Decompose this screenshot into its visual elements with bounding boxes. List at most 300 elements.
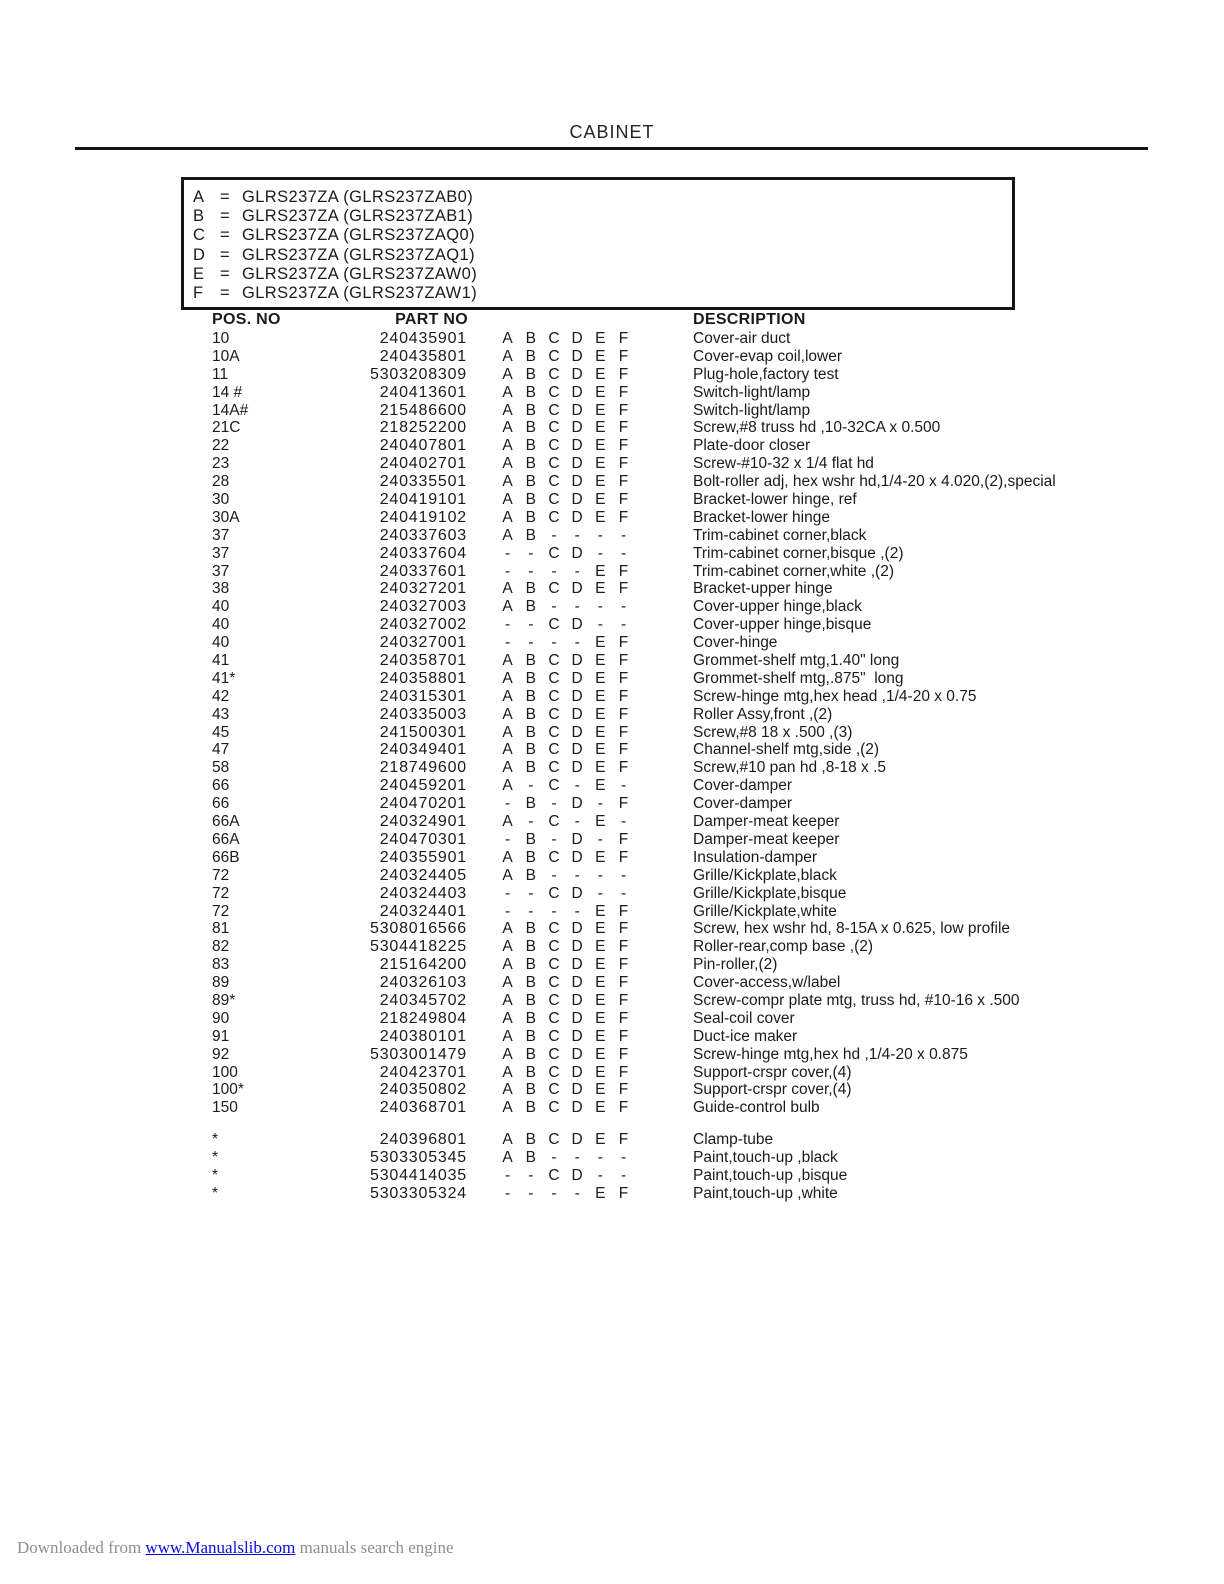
model-flag: - (620, 616, 627, 634)
desc-cell: Pin-roller,(2) (693, 956, 778, 974)
model-flag: A (502, 759, 513, 777)
desc-cell: Switch-light/lamp (693, 401, 811, 419)
model-flag: A (502, 1099, 513, 1117)
model-flags (496, 348, 638, 366)
model-flags (496, 831, 638, 849)
model-flag: - (528, 634, 534, 652)
table-row (0, 1185, 1224, 1203)
model-flag: E (595, 508, 606, 526)
model-flag: - (597, 866, 603, 884)
model-flag: C (548, 580, 560, 598)
pos-cell: 30A (212, 508, 240, 526)
model-flag: - (551, 634, 557, 652)
model-flag: C (548, 419, 560, 437)
part-cell: 240402701 (379, 455, 467, 473)
model-flag: B (525, 1027, 536, 1045)
model-flag: A (502, 741, 513, 759)
model-flag: E (595, 365, 606, 383)
desc-cell: Insulation-damper (693, 848, 818, 866)
part-cell: 240327001 (379, 634, 467, 652)
model-flag: F (618, 669, 629, 687)
model-flag: C (548, 652, 560, 670)
desc-cell: Bolt-roller adj, hex wshr hd,1/4-20 x 4.020,(2),special (693, 473, 1056, 491)
model-flag: E (595, 491, 606, 509)
desc-cell: Clamp-tube (693, 1131, 774, 1149)
table-row (0, 634, 1224, 652)
pos-cell: 23 (212, 455, 230, 473)
part-cell: 240324403 (379, 884, 467, 902)
pos-cell: 10 (212, 330, 230, 347)
model-flag: B (525, 723, 536, 741)
model-flag: - (574, 526, 580, 544)
table-row (0, 759, 1224, 777)
legend-model-value: GLRS237ZA (GLRS237ZAB1) (242, 207, 474, 226)
model-flag: - (551, 795, 557, 813)
model-flag: E (595, 1131, 606, 1149)
model-flag: E (595, 848, 606, 866)
model-flag: - (574, 777, 580, 795)
model-flag: F (618, 705, 629, 723)
model-flag: B (525, 491, 536, 509)
desc-cell: Damper-meat keeper (693, 813, 840, 831)
model-flag: C (548, 1099, 560, 1117)
manualslib-link[interactable]: www.Manualslib.com (145, 1538, 296, 1557)
desc-cell: Cover-upper hinge,bisque (693, 616, 872, 634)
pos-cell: 41* (212, 669, 236, 687)
part-cell: 240327201 (379, 580, 467, 598)
model-flag: - (505, 544, 511, 562)
model-flag: - (597, 1149, 603, 1167)
model-flag: F (618, 1131, 629, 1149)
model-flag: - (620, 813, 627, 831)
model-flag: A (502, 437, 513, 455)
part-cell: 240396801 (379, 1131, 467, 1149)
model-flags (496, 938, 638, 956)
model-flag: E (595, 1081, 606, 1099)
model-flag: - (505, 616, 511, 634)
desc-cell: Bracket-lower hinge, ref (693, 491, 857, 509)
model-flag: E (595, 580, 606, 598)
model-flag: D (571, 669, 583, 687)
model-flag: D (571, 1166, 583, 1184)
pos-cell: 42 (212, 687, 230, 705)
model-flag: B (525, 991, 536, 1009)
model-flag: D (571, 580, 583, 598)
legend-model-key: A (193, 188, 205, 206)
part-cell: 240358701 (379, 652, 467, 670)
model-flag: C (548, 956, 560, 974)
model-flags (496, 1028, 638, 1046)
pos-cell: 89 (212, 974, 230, 992)
part-cell: 240419102 (379, 508, 467, 526)
model-flag: F (618, 473, 629, 491)
model-flag: B (525, 1131, 536, 1149)
model-flag: C (548, 1009, 560, 1027)
model-flag: F (618, 723, 629, 741)
model-flag: F (618, 1063, 629, 1081)
model-flag: D (571, 1009, 583, 1027)
part-cell: 5304418225 (370, 938, 467, 956)
table-row (0, 384, 1224, 402)
pos-cell: * (212, 1149, 219, 1167)
table-row (0, 491, 1224, 509)
model-flags (496, 1131, 638, 1149)
legend-model-key: D (193, 245, 206, 264)
model-flag: D (571, 437, 583, 455)
table-row (0, 1099, 1224, 1117)
pos-cell: 45 (212, 723, 230, 741)
model-flag: B (525, 419, 536, 437)
model-flag: E (595, 473, 606, 491)
model-flags (496, 867, 638, 885)
model-flag: E (595, 938, 606, 956)
model-flag: B (525, 526, 536, 544)
model-flags (496, 1099, 638, 1117)
model-flag: - (574, 598, 580, 616)
model-flag: C (548, 991, 560, 1009)
model-flags (496, 384, 638, 402)
model-flag: B (525, 347, 536, 365)
desc-cell: Damper-meat keeper (693, 830, 840, 848)
model-flag: B (525, 866, 536, 884)
model-flag: C (548, 884, 560, 902)
part-cell: 240324405 (379, 866, 467, 884)
model-flags (496, 455, 638, 473)
model-flag: D (571, 1099, 583, 1117)
table-row (0, 831, 1224, 849)
model-flag: B (525, 1009, 536, 1027)
model-flag: C (548, 669, 560, 687)
part-cell: 240350802 (379, 1081, 467, 1099)
part-cell: 240345702 (379, 991, 467, 1009)
part-cell: 240413601 (379, 383, 467, 401)
model-flag: D (571, 938, 583, 956)
model-flag: A (502, 1009, 513, 1027)
model-flag: B (525, 687, 536, 705)
model-flag: E (595, 813, 606, 831)
model-flag: B (525, 848, 536, 866)
model-flag: A (502, 813, 513, 831)
part-cell: 240459201 (379, 777, 467, 795)
model-flag: D (571, 652, 583, 670)
pos-cell: 11 (212, 365, 229, 383)
model-flags (496, 1081, 638, 1099)
model-flag: - (597, 795, 603, 813)
model-flag: A (502, 1149, 513, 1167)
table-row (0, 885, 1224, 903)
model-flag: - (551, 562, 557, 580)
model-flag: E (595, 991, 606, 1009)
model-flag: C (548, 473, 560, 491)
pos-cell: 81 (212, 920, 230, 938)
column-header-part: PART NO (395, 311, 468, 328)
model-flag: D (571, 723, 583, 741)
pos-cell: 30 (212, 491, 230, 509)
part-cell: 218749600 (379, 759, 467, 777)
model-flag: - (620, 1166, 627, 1184)
desc-cell: Support-crspr cover,(4) (693, 1081, 852, 1099)
model-flag: C (548, 491, 560, 509)
model-flag: E (595, 902, 606, 920)
model-flag: D (571, 491, 583, 509)
desc-cell: Cover-hinge (693, 634, 778, 652)
part-cell: 240470301 (379, 830, 467, 848)
pos-cell: 72 (212, 902, 230, 920)
model-flag: D (571, 347, 583, 365)
model-flags (496, 402, 638, 420)
model-flag: D (571, 741, 583, 759)
model-flag: - (620, 544, 627, 562)
model-flag: F (618, 401, 629, 419)
model-flag: C (548, 1131, 560, 1149)
model-flag: B (525, 473, 536, 491)
legend-line (193, 265, 1012, 284)
model-flag: E (595, 777, 606, 795)
pos-cell: 66B (212, 848, 240, 866)
model-flag: C (548, 705, 560, 723)
model-flag: - (551, 830, 557, 848)
legend-line (193, 226, 1012, 245)
table-row (0, 1046, 1224, 1064)
model-flag: D (571, 330, 583, 347)
table-row (0, 670, 1224, 688)
model-flag: D (571, 1081, 583, 1099)
legend-model-key: C (193, 226, 206, 245)
table-row (0, 777, 1224, 795)
model-flag: F (618, 419, 629, 437)
model-flag: E (595, 401, 606, 419)
part-cell: 240435901 (379, 330, 467, 347)
part-cell: 240337601 (379, 562, 467, 580)
model-flag: E (595, 741, 606, 759)
model-flags (496, 473, 638, 491)
part-cell: 240327002 (379, 616, 467, 634)
model-flag: F (618, 508, 629, 526)
desc-cell: Screw-#10-32 x 1/4 flat hd (693, 455, 874, 473)
table-row (0, 580, 1224, 598)
model-flag: D (571, 1045, 583, 1063)
table-row (0, 992, 1224, 1010)
table-row (0, 366, 1224, 384)
model-flag: D (571, 383, 583, 401)
model-flag: F (618, 383, 629, 401)
table-row (0, 956, 1224, 974)
table-row (0, 330, 1224, 348)
model-flag: F (618, 991, 629, 1009)
part-cell: 240324401 (379, 902, 467, 920)
model-flag: E (595, 974, 606, 992)
legend-model-value: GLRS237ZA (GLRS237ZAB0) (242, 188, 474, 206)
model-flag: C (548, 920, 560, 938)
part-cell: 240327003 (379, 598, 467, 616)
pos-cell: 10A (212, 347, 240, 365)
model-flag: - (505, 830, 511, 848)
title-rule (75, 147, 1148, 150)
model-flag: C (548, 401, 560, 419)
table-row (0, 938, 1224, 956)
model-flag: - (551, 866, 557, 884)
model-flag: C (548, 723, 560, 741)
pos-cell: 37 (212, 526, 230, 544)
model-flag: D (571, 419, 583, 437)
table-row (0, 402, 1224, 420)
model-flag: B (525, 580, 536, 598)
model-flags (496, 1185, 638, 1203)
part-cell: 5308016566 (370, 920, 467, 938)
model-flags (496, 1149, 638, 1167)
table-row (0, 1081, 1224, 1099)
desc-cell: Guide-control bulb (693, 1099, 820, 1117)
model-flags (496, 330, 638, 348)
model-flag: D (571, 1131, 583, 1149)
model-flag: - (505, 562, 511, 580)
pos-cell: 41 (212, 652, 230, 670)
table-row (0, 652, 1224, 670)
model-flags (496, 992, 638, 1010)
part-cell: 240324901 (379, 813, 467, 831)
model-flag: C (548, 1063, 560, 1081)
pos-cell: 37 (212, 544, 230, 562)
model-flag: F (618, 1027, 629, 1045)
model-flag: F (618, 920, 629, 938)
model-flag: B (525, 956, 536, 974)
model-flag: B (525, 1063, 536, 1081)
model-flag: B (525, 508, 536, 526)
table-row (0, 688, 1224, 706)
model-flag: C (548, 813, 560, 831)
model-flag: D (571, 473, 583, 491)
desc-cell: Roller Assy,front ,(2) (693, 705, 833, 723)
legend-model-value: GLRS237ZA (GLRS237ZAW1) (242, 284, 478, 303)
model-flags (496, 795, 638, 813)
pos-cell: 66A (212, 830, 240, 848)
model-flags (496, 741, 638, 759)
desc-cell: Paint,touch-up ,black (693, 1149, 838, 1167)
model-flags (496, 616, 638, 634)
model-flag: C (548, 974, 560, 992)
model-flag: F (618, 1184, 629, 1202)
model-flag: C (548, 938, 560, 956)
model-flag: D (571, 991, 583, 1009)
model-flag: C (548, 616, 560, 634)
desc-cell: Cover-damper (693, 795, 793, 813)
table-row (0, 741, 1224, 759)
table-row (0, 903, 1224, 921)
footer-text-prefix: Downloaded from (17, 1538, 146, 1557)
model-flag: B (525, 669, 536, 687)
model-flag: D (571, 687, 583, 705)
model-flag: B (525, 795, 536, 813)
model-flag: D (571, 455, 583, 473)
model-flag: B (525, 1099, 536, 1117)
model-flag: A (502, 419, 513, 437)
model-flag: F (618, 365, 629, 383)
model-flag: E (595, 1063, 606, 1081)
pos-cell: 22 (212, 437, 230, 455)
model-flag: F (618, 974, 629, 992)
table-row (0, 509, 1224, 527)
legend-line (193, 207, 1012, 226)
model-flags (496, 759, 638, 777)
desc-cell: Plug-hole,factory test (693, 365, 839, 383)
model-flag: B (525, 741, 536, 759)
part-cell: 240337603 (379, 526, 467, 544)
model-flag: - (597, 830, 603, 848)
model-flag: D (571, 508, 583, 526)
model-flag: - (505, 902, 511, 920)
model-flags (496, 580, 638, 598)
part-cell: 5303001479 (370, 1045, 467, 1063)
pos-cell: 72 (212, 884, 230, 902)
pos-cell: 40 (212, 616, 230, 634)
model-flag: E (595, 759, 606, 777)
model-flag: E (595, 1045, 606, 1063)
model-flag: - (574, 562, 580, 580)
model-flag: - (528, 562, 534, 580)
model-flag: - (528, 1166, 534, 1184)
pos-cell: 47 (212, 741, 230, 759)
model-flag: E (595, 669, 606, 687)
model-flag: C (548, 1166, 560, 1184)
model-flag: F (618, 562, 629, 580)
model-flag: A (502, 669, 513, 687)
model-flag: D (571, 759, 583, 777)
model-flag: - (574, 902, 580, 920)
part-cell: 240355901 (379, 848, 467, 866)
desc-cell: Seal-coil cover (693, 1009, 795, 1027)
model-flag: E (595, 1099, 606, 1117)
model-flag: B (525, 401, 536, 419)
model-flags (496, 491, 638, 509)
desc-cell: Grommet-shelf mtg,.875" long (693, 669, 904, 687)
model-flag: D (571, 956, 583, 974)
model-flag: F (618, 437, 629, 455)
model-flag: C (548, 687, 560, 705)
part-cell: 240419101 (379, 491, 467, 509)
model-flags (496, 813, 638, 831)
equals-sign: = (220, 245, 231, 264)
model-flag: A (502, 598, 513, 616)
part-cell: 240368701 (379, 1099, 467, 1117)
pos-cell: 38 (212, 580, 230, 598)
desc-cell: Trim-cabinet corner,black (693, 526, 867, 544)
model-flags (496, 688, 638, 706)
model-flag: - (620, 884, 627, 902)
model-flag: C (548, 508, 560, 526)
desc-cell: Support-crspr cover,(4) (693, 1063, 852, 1081)
model-flag: A (502, 652, 513, 670)
model-flags (496, 419, 638, 437)
model-flags (496, 885, 638, 903)
column-header-pos: POS. NO (212, 311, 281, 328)
model-flag: B (525, 455, 536, 473)
footer-text-suffix: manuals search engine (295, 1538, 454, 1557)
model-flags (496, 563, 638, 581)
model-flag: - (528, 544, 534, 562)
model-flag: E (595, 562, 606, 580)
model-flag: F (618, 634, 629, 652)
model-flag: F (618, 1009, 629, 1027)
model-flag: E (595, 687, 606, 705)
pos-cell: 21C (212, 419, 241, 437)
model-flag: - (574, 1149, 580, 1167)
model-flag: A (502, 401, 513, 419)
table-row (0, 867, 1224, 885)
model-flag: - (505, 634, 511, 652)
legend-model-value: GLRS237ZA (GLRS237ZAW0) (242, 264, 478, 283)
model-flag: B (525, 830, 536, 848)
model-flag: F (618, 455, 629, 473)
